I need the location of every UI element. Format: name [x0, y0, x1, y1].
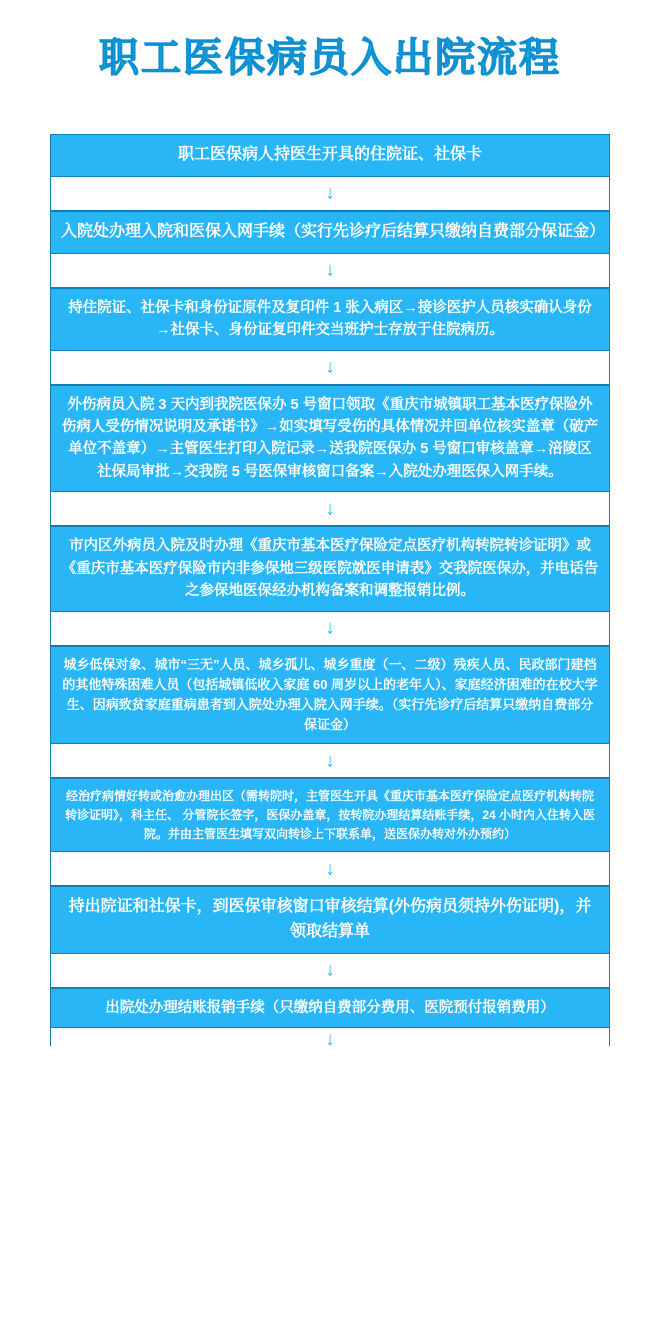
flow-connector-2 — [50, 254, 610, 288]
flow-connector-4 — [50, 492, 610, 526]
arrow-down-icon: ↓ — [325, 959, 335, 981]
arrow-down-icon: ↓ — [325, 617, 335, 639]
arrow-down-icon: ↓ — [325, 182, 335, 204]
flow-container — [50, 92, 610, 1051]
arrow-down-icon: ↓ — [325, 356, 335, 378]
flow-step-6: 城乡低保对象、城市“三无”人员、城乡孤儿、城乡重度（一、二级）残疾人员、民政部门建档的其他特殊困难人员（包括城镇低收入家庭 60 周岁以上的老年人）、家庭经济困难的在校大学生、因病致贫家庭重病患者到入院处办理入院入网手续。（实行先诊疗后结算只缴纳自费部分保证金） — [50, 646, 610, 745]
flow-step-7: 经治疗病情好转或治愈办理出区（需转院时，主管医生开具《重庆市基本医疗保险定点医疗机构转院转诊证明》，科主任、 分管院长签字，医保办盖章，按转院办理结算结账手续，24 小时内入住转入医院。并由主管医生填写双向转诊上下联系单，送医保办转对外办预约） — [50, 778, 610, 852]
flow-connector-9 — [50, 1028, 610, 1051]
flow-step-8: 持出院证和社保卡，到医保审核窗口审核结算(外伤病员须持外伤证明)，并领取结算单 — [50, 886, 610, 954]
flow-step-3: 持住院证、社保卡和身份证原件及复印件 1 张入病区→接诊医护人员核实确认身份→社保卡、身份证复印件交当班护士存放于住院病历。 — [50, 288, 610, 351]
flow-connector-6 — [50, 744, 610, 778]
flow-step-1: 职工医保病人持医生开具的住院证、社保卡 — [50, 134, 610, 177]
arrow-down-icon: ↓ — [325, 750, 335, 772]
flow-connector-7 — [50, 852, 610, 886]
arrow-down-icon: ↓ — [325, 858, 335, 880]
flow-step-4: 外伤病员入院 3 天内到我院医保办 5 号窗口领取《重庆市城镇职工基本医疗保险外伤病人受伤情况说明及承诺书》→如实填写受伤的具体情况并回单位核实盖章（破产单位不盖章）→主管医生打印入院记录→送我院医保办 5 号窗口审核盖章→涪陵区社保局审批→交我院 5 号医保审核窗口备案→入院处办理医保入网手续。 — [50, 385, 610, 493]
page-title: 职工医保病员入出院流程 — [99, 35, 561, 81]
arrow-down-icon: ↓ — [325, 1029, 335, 1051]
flow-connector-3 — [50, 351, 610, 385]
flow-connector-5 — [50, 612, 610, 646]
arrow-down-icon: ↓ — [325, 498, 335, 520]
flow-step-2: 入院处办理入院和医保入网手续（实行先诊疗后结算只缴纳自费部分保证金） — [50, 211, 610, 254]
flow-connector-8 — [50, 954, 610, 988]
flow-step-5: 市内区外病员入院及时办理《重庆市基本医疗保险定点医疗机构转院转诊证明》或《重庆市基本医疗保险市内非参保地三级医院就医申请表》交我院医保办，并电话告之参保地医保经办机构备案和调整报销比例。 — [50, 526, 610, 611]
arrow-down-icon: ↓ — [325, 259, 335, 281]
flow-step-9: 出院处办理结账报销手续（只缴纳自费部分费用、医院预付报销费用） — [50, 988, 610, 1028]
flow-connector-1 — [50, 177, 610, 211]
